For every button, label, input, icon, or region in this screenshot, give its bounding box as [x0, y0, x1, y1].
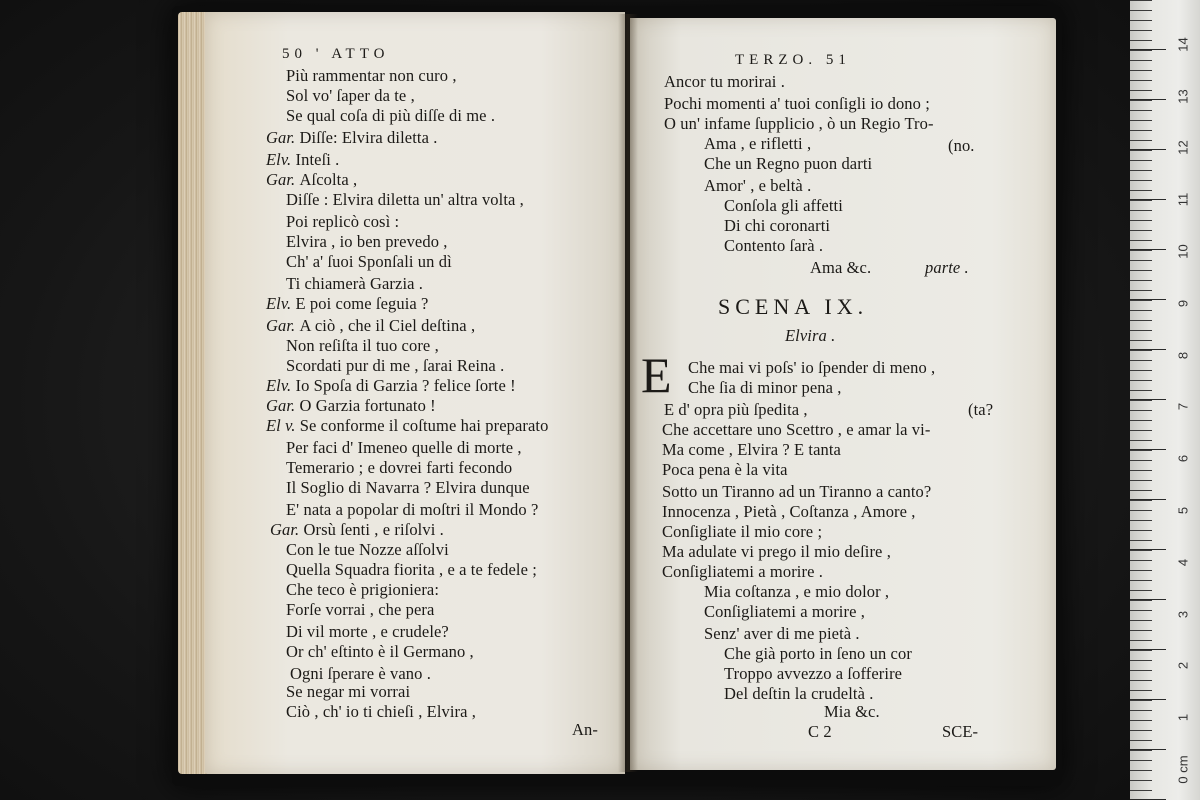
right-text-line: Conſola gli affetti: [724, 196, 843, 215]
speaker-label: Gar.: [266, 396, 300, 415]
left-text-line: Non reſiſta il tuo core ,: [286, 336, 439, 355]
left-text-line: Sol vo' ſaper da te ,: [286, 86, 415, 105]
left-text-line: Se qual coſa di più diſſe di me .: [286, 106, 496, 125]
left-text-line: [266, 416, 548, 436]
verse-text: O Garzia fortunato !: [299, 396, 436, 415]
right-text-line: Troppo avvezzo a ſofferire: [724, 664, 903, 683]
right-text-line: Che ſia di minor pena ,: [688, 378, 842, 397]
speaker-label: Gar.: [266, 170, 300, 189]
speaker-label: Elv.: [266, 294, 296, 313]
verse-text: Io Spoſa di Garzia ? felice ſorte !: [295, 376, 516, 395]
left-text-line: Se negar mi vorrai: [286, 682, 411, 701]
left-text-line: Ciò , ch' io ti chieſi , Elvira ,: [286, 702, 477, 721]
left-text-line: Quella Squadra fiorita , e a te fedele ;: [286, 560, 537, 579]
speaker-label: Gar.: [270, 520, 304, 539]
right-text-line: Ama , e rifletti ,: [704, 134, 812, 153]
right-text-line: Sotto un Tiranno ad un Tiranno a canto?: [662, 482, 932, 501]
verse-text: Orsù ſenti , e riſolvi .: [303, 520, 444, 539]
right-text-line: Che un Regno puon darti: [704, 154, 873, 173]
left-text-line: [270, 520, 444, 540]
ruler-number: 14: [1175, 37, 1191, 52]
left-text-line: [266, 170, 357, 190]
verse-text: Aſcolta ,: [299, 170, 358, 189]
right-text-line: Senz' aver di me pietà .: [704, 624, 860, 643]
left-text-line: Con le tue Nozze aſſolvi: [286, 540, 449, 559]
right-text-line: Mia &c.: [824, 702, 880, 721]
left-text-line: [266, 376, 516, 396]
left-text-line: Poi replicò così :: [286, 212, 400, 231]
left-text-line: Elvira , io ben prevedo ,: [286, 232, 448, 251]
right-text-line: Poca pena è la vita: [662, 460, 788, 479]
right-text-line: Amor' , e beltà .: [704, 176, 812, 195]
ruler-number: 1: [1175, 714, 1191, 722]
ruler-number: 3: [1175, 610, 1191, 618]
verse-text: E poi come ſeguia ?: [295, 294, 429, 313]
right-text-line: Contento ſarà .: [724, 236, 824, 255]
ama-line: Ama &c.: [810, 258, 872, 277]
right-text-line: Di chi coronarti: [724, 216, 831, 235]
left-text-line: Che teco è prigioniera:: [286, 580, 440, 599]
verse-text: Inteſi .: [295, 150, 340, 169]
stage-direction: parte .: [925, 258, 969, 277]
ruler-number: 7: [1175, 403, 1191, 411]
right-text-line: Conſigliatemi a morire ,: [704, 602, 865, 621]
right-text-line: Che accettare uno Scettro , e amar la vi-: [662, 420, 931, 439]
left-text-line: [266, 150, 339, 170]
left-text-line: Or ch' eſtinto è il Germano ,: [286, 642, 474, 661]
ruler-number: 10: [1175, 244, 1191, 259]
page-edges: [178, 12, 208, 774]
left-text-line: Il Soglio di Navarra ? Elvira dunque: [286, 478, 530, 497]
right-text-line: Che già porto in ſeno un cor: [724, 644, 912, 663]
left-text-line: Per faci d' Imeneo quelle di morte ,: [286, 438, 522, 457]
left-text-line: [266, 396, 436, 416]
speaker-label: Gar.: [266, 316, 300, 335]
left-text-line: Ch' a' ſuoi Sponſali un dì: [286, 252, 452, 271]
right-text-line: Innocenza , Pietà , Coſtanza , Amore ,: [662, 502, 916, 521]
right-text-line: Conſigliate il mio core ;: [662, 522, 823, 541]
right-page-header: TERZO. 51: [735, 52, 851, 68]
right-text-line: Conſigliatemi a morire .: [662, 562, 823, 581]
speaker-label: Elv.: [266, 150, 296, 169]
ruler-number: 4: [1175, 558, 1191, 566]
drop-capital: E: [641, 347, 672, 403]
speaker-label: El v.: [266, 416, 300, 435]
catchword: SCE-: [942, 722, 979, 741]
signature-mark: C 2: [808, 722, 832, 741]
verse-text: Diſſe: Elvira diletta .: [299, 128, 438, 147]
scene-character: Elvira .: [785, 326, 836, 345]
left-text-line: Ti chiamerà Garzia .: [286, 274, 424, 293]
right-text-line: (ta?: [968, 400, 994, 419]
ruler-number: 8: [1175, 351, 1191, 359]
ruler-number: 6: [1175, 455, 1191, 463]
left-text-line: Scordati pur di me , ſarai Reina .: [286, 356, 505, 375]
left-text-line: [266, 316, 475, 336]
right-text-line: Ma come , Elvira ? E tanta: [662, 440, 841, 459]
ruler-number: 12: [1175, 140, 1191, 156]
book-gutter: [618, 14, 638, 772]
left-text-line: Di vil morte , e crudele?: [286, 622, 449, 641]
right-text-line: Ancor tu morirai .: [664, 72, 785, 91]
right-text-line: Del deſtin la crudeltà .: [724, 684, 874, 703]
right-text-line: O un' infame ſupplicio , ò un Regio Tro-: [664, 114, 934, 133]
ruler-number: 0 cm: [1175, 755, 1191, 784]
right-text-line: Che mai vi poſs' io ſpender di meno ,: [688, 358, 936, 377]
left-text-line: Ogni ſperare è vano .: [290, 664, 431, 683]
right-text-line: Ma adulate vi prego il mio deſire ,: [662, 542, 891, 561]
speaker-label: Gar.: [266, 128, 300, 147]
right-text-line: Pochi momenti a' tuoi conſigli io dono ;: [664, 94, 930, 113]
left-text-line: An-: [572, 720, 598, 739]
right-text-line: (no.: [948, 136, 975, 155]
left-text-line: [266, 128, 437, 148]
left-text-line: Più rammentar non curo ,: [286, 66, 457, 85]
left-text-line: E' nata a popolar di moſtri il Mondo ?: [286, 500, 539, 519]
ruler-major-ticks: [1130, 0, 1166, 800]
ruler-number: 2: [1175, 662, 1191, 670]
ruler-number: 5: [1175, 506, 1191, 515]
left-text-line: Forſe vorrai , che pera: [286, 600, 435, 619]
left-text-line: Diſſe : Elvira diletta un' altra volta ,: [286, 190, 524, 209]
right-text-line: Mia coſtanza , e mio dolor ,: [704, 582, 890, 601]
speaker-label: Elv.: [266, 376, 296, 395]
ruler-number: 9: [1175, 299, 1191, 307]
ruler-number: 11: [1175, 192, 1191, 207]
verse-text: A ciò , che il Ciel deſtina ,: [299, 316, 476, 335]
left-text-line: 50 ' ATTO: [282, 46, 390, 62]
left-text-line: Temerario ; e dovrei farti fecondo: [286, 458, 513, 477]
ruler-number: 13: [1175, 88, 1191, 104]
left-text-line: [266, 294, 428, 314]
scene-title: SCENA IX.: [718, 294, 869, 319]
measuring-ruler: [1130, 0, 1200, 800]
right-text-line: E d' opra più ſpedita ,: [664, 400, 808, 419]
verse-text: Se conforme il coſtume hai preparato: [299, 416, 549, 435]
